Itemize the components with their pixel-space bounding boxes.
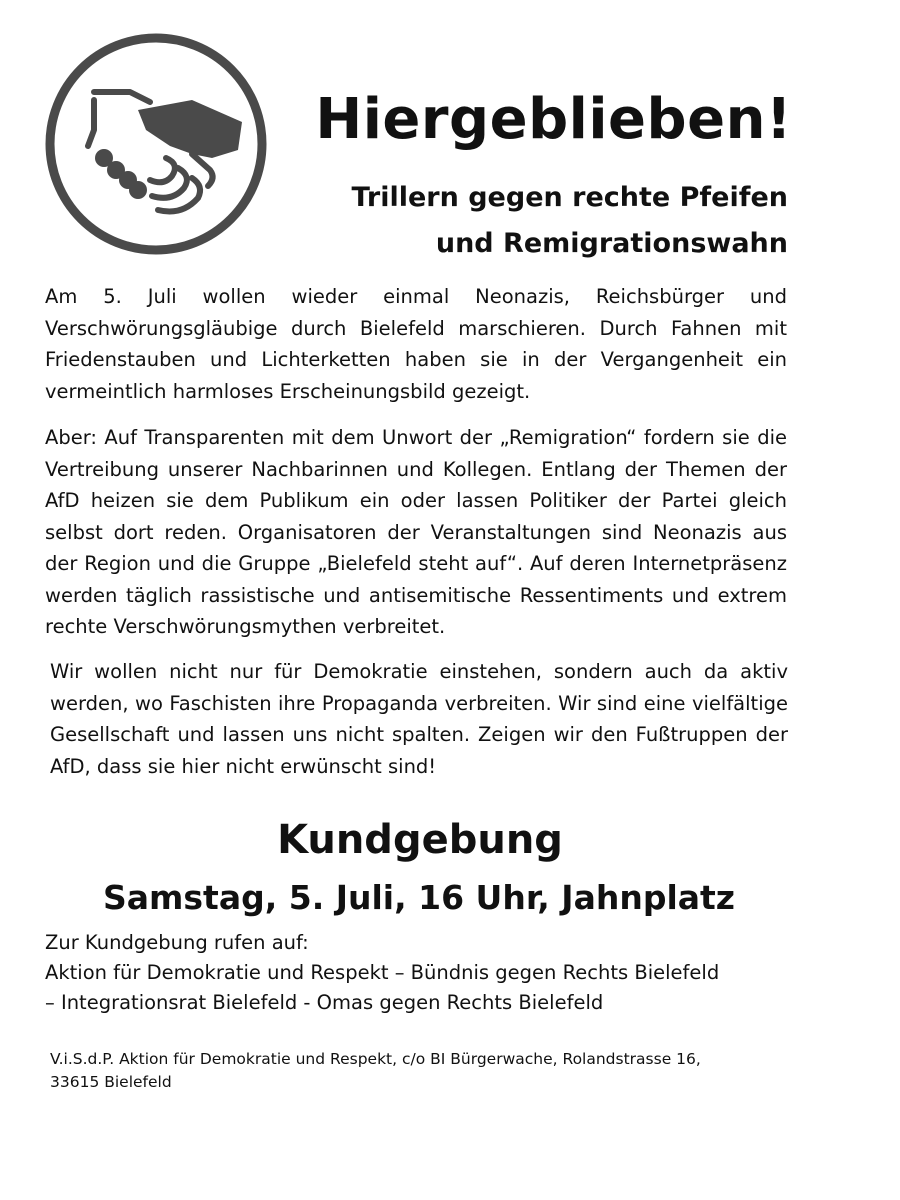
imprint-line-2: 33615 Bielefeld <box>50 1073 172 1091</box>
organizers-line-2: – Integrationsrat Bielefeld - Omas gegen Rechts Bielefeld <box>45 991 604 1014</box>
page-title: Hiergeblieben! <box>315 87 792 152</box>
imprint-line-1: V.i.S.d.P. Aktion für Demokratie und Respekt, c/o BI Bürgerwache, Rolandstrasse 16, <box>50 1050 701 1068</box>
subtitle-line-2: und Remigrationswahn <box>435 228 788 259</box>
organizers-block <box>45 928 805 1018</box>
organizers-intro: Zur Kundgebung rufen auf: <box>45 931 309 954</box>
subtitle-line-1: Trillern gegen rechte Pfeifen <box>351 182 788 213</box>
handshake-icon <box>42 30 270 258</box>
organizers-line-1: Aktion für Demokratie und Respekt – Bündnis gegen Rechts Bielefeld <box>45 961 720 984</box>
imprint <box>50 1048 810 1094</box>
paragraph-intro: Am 5. Juli wollen wieder einmal Neonazis, Reichsbürger und Verschwörungsgläubige durch Bielefeld marschieren. Durch Fahnen mit Friedenstauben und Lichterketten haben sie in der Vergangenheit ein vermeintlich harmloses Erscheinungsbild gezeigt. <box>45 285 787 403</box>
event-date: Samstag, 5. Juli, 16 Uhr, Jahnplatz <box>102 878 736 917</box>
paragraph-call-to-action: Wir wollen nicht nur für Demokratie einstehen, sondern auch da aktiv werden, wo Faschisten ihre Propaganda verbreiten. Wir sind eine vielfältige Gesellschaft und lassen uns nicht spalten. Zeigen wir den Fußtruppen der AfD, dass sie hier nicht erwünscht sind! <box>50 660 788 778</box>
paragraph-remigration: Aber: Auf Transparenten mit dem Unwort der „Remigration“ fordern sie die Vertreibung unserer Nachbarinnen und Kollegen. Entlang der Themen der AfD heizen sie dem Publikum ein oder lassen Politiker der Partei gleich selbst dort reden. Organisatoren der Veranstaltungen sind Neonazis aus der Region und die Gruppe „Bielefeld steht auf“. Auf deren Internetpräsenz werden täglich rassistische und antisemitische Ressentiments und extrem rechte Verschwörungsmythen verbreitet. <box>45 426 787 638</box>
event-title: Kundgebung <box>277 817 563 863</box>
